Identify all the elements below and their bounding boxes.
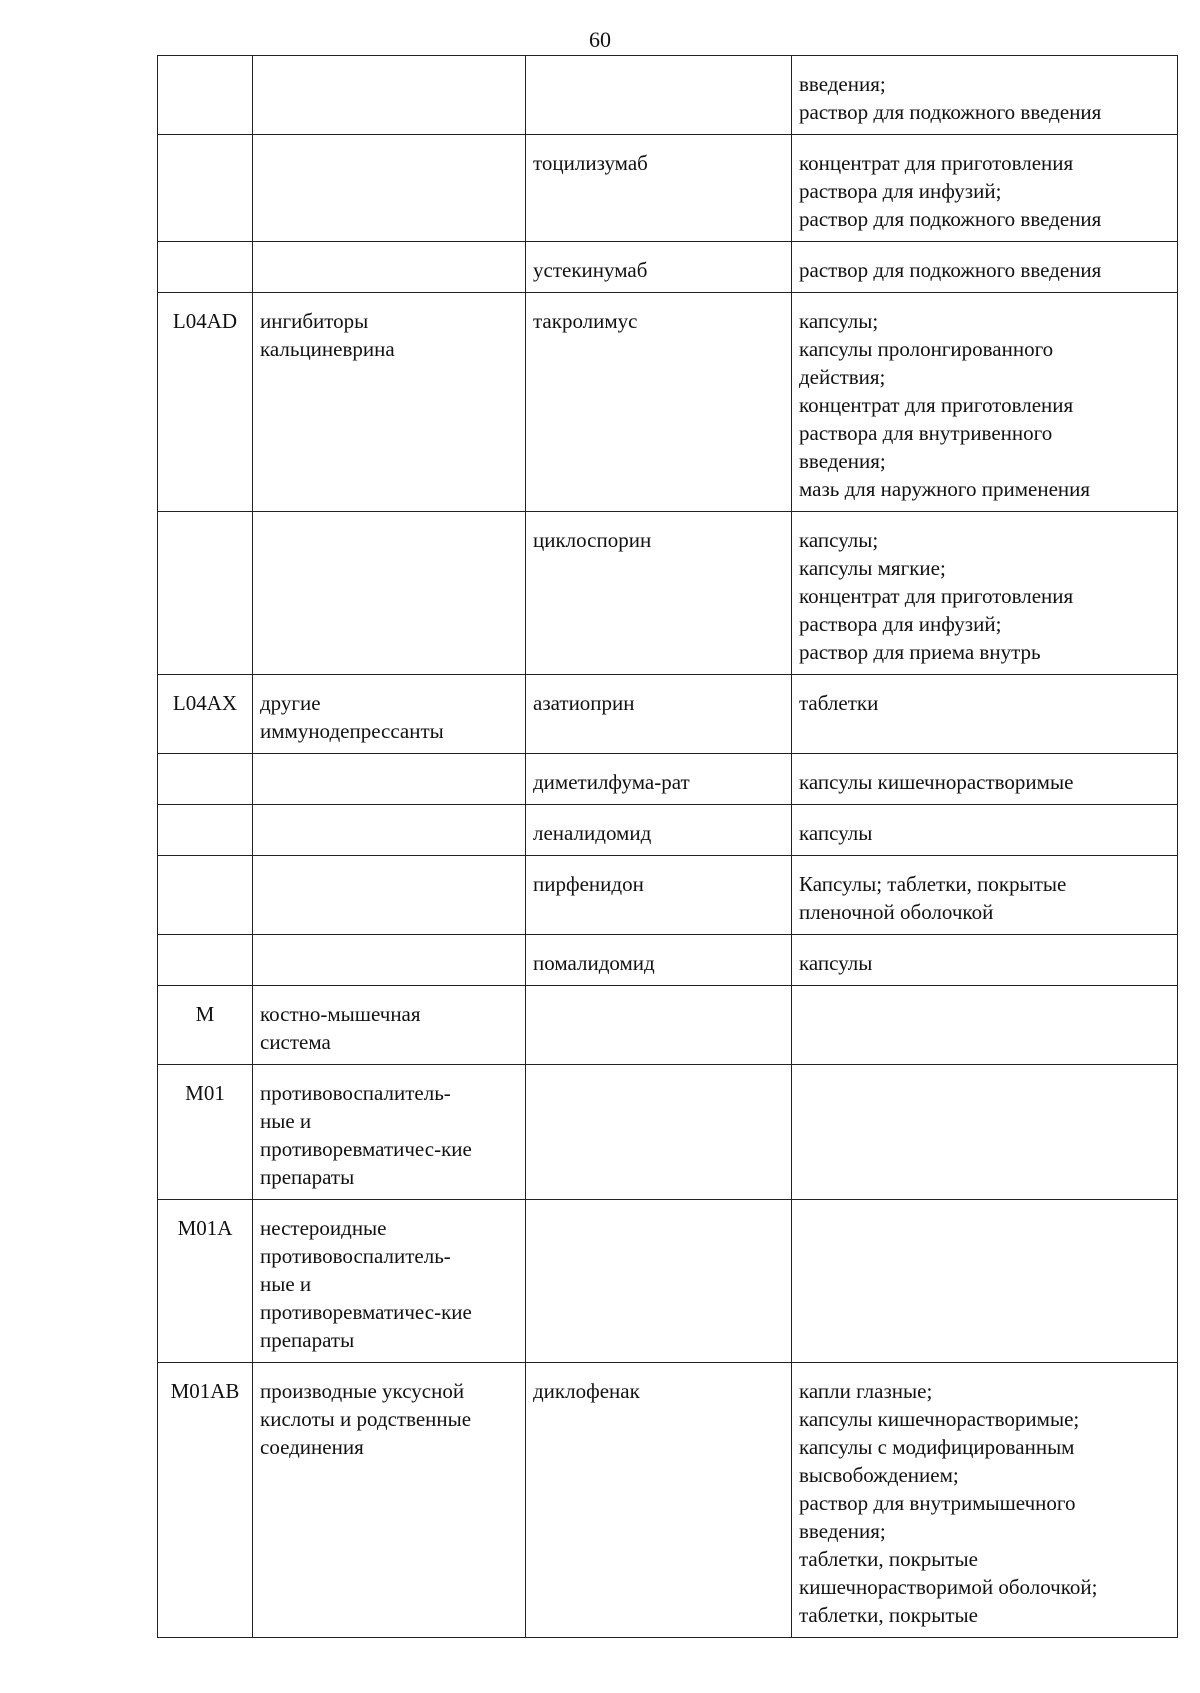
drug-name-cell: пирфенидон	[526, 856, 792, 935]
dosage-form-line: капсулы;	[799, 309, 879, 333]
dosage-forms-cell	[792, 293, 1178, 512]
dosage-form-line: раствора для внутривенного	[799, 421, 1053, 445]
table-row	[158, 754, 1178, 805]
dosage-form-line: введения;	[799, 72, 886, 96]
dosage-form-line: капсулы;	[799, 528, 879, 552]
anatomical-group-cell	[253, 805, 526, 856]
dosage-form-line: капсулы	[799, 951, 873, 975]
group-line: ные и	[260, 1109, 312, 1133]
dosage-form-line: таблетки	[799, 691, 879, 715]
dosage-form-line: раствор для подкожного введения	[799, 258, 1102, 282]
dosage-forms-cell	[792, 512, 1178, 675]
anatomical-group-cell	[253, 986, 526, 1065]
dosage-form-line: действия;	[799, 365, 886, 389]
drug-name-cell: помалидомид	[526, 935, 792, 986]
dosage-forms-cell	[792, 242, 1178, 293]
dosage-forms-cell	[792, 754, 1178, 805]
atc-code-cell	[158, 512, 253, 675]
dosage-form-line: таблетки, покрытые	[799, 1547, 978, 1571]
drug-name-cell: диклофенак	[526, 1363, 792, 1638]
atc-code-cell	[158, 935, 253, 986]
dosage-form-line: раствора для инфузий;	[799, 179, 1002, 203]
dosage-form-line: введения;	[799, 449, 886, 473]
anatomical-group-cell	[253, 1065, 526, 1200]
table-row	[158, 56, 1178, 135]
table-row	[158, 986, 1178, 1065]
dosage-form-line: раствора для инфузий;	[799, 612, 1002, 636]
group-line: нестероидные	[260, 1216, 387, 1240]
drug-name-cell: устекинумаб	[526, 242, 792, 293]
table-row	[158, 935, 1178, 986]
group-line: система	[260, 1030, 331, 1054]
group-line: препараты	[260, 1165, 355, 1189]
dosage-form-line: капсулы с модифицированным	[799, 1435, 1075, 1459]
atc-code-cell	[158, 242, 253, 293]
drug-name-cell: азатиоприн	[526, 675, 792, 754]
group-line: иммунодепрессанты	[260, 719, 444, 743]
dosage-form-line: капсулы кишечнорастворимые	[799, 770, 1074, 794]
dosage-forms-cell	[792, 986, 1178, 1065]
dosage-forms-cell	[792, 805, 1178, 856]
group-line: препараты	[260, 1328, 355, 1352]
group-line: соединения	[260, 1435, 364, 1459]
dosage-form-line: Капсулы; таблетки, покрытые	[799, 872, 1067, 896]
group-line: противовоспалитель-	[260, 1244, 451, 1268]
group-line: костно-мышечная	[260, 1002, 421, 1026]
anatomical-group-cell	[253, 135, 526, 242]
table-row	[158, 1065, 1178, 1200]
anatomical-group-cell	[253, 293, 526, 512]
atc-code-cell	[158, 805, 253, 856]
drug-name-cell: тоцилизумаб	[526, 135, 792, 242]
drug-name-cell	[526, 1065, 792, 1200]
table-row	[158, 1363, 1178, 1638]
table-row	[158, 675, 1178, 754]
drug-name-cell	[526, 56, 792, 135]
table-row	[158, 1200, 1178, 1363]
atc-code-cell: L04AD	[158, 293, 253, 512]
anatomical-group-cell	[253, 1363, 526, 1638]
drug-name-cell: такролимус	[526, 293, 792, 512]
dosage-form-line: капсулы кишечнорастворимые;	[799, 1407, 1080, 1431]
dosage-form-line: капсулы пролонгированного	[799, 337, 1054, 361]
dosage-form-line: концентрат для приготовления	[799, 584, 1074, 608]
anatomical-group-cell	[253, 512, 526, 675]
dosage-form-line: введения;	[799, 1519, 886, 1543]
atc-code-cell	[158, 754, 253, 805]
drug-name-cell: диметилфума-рат	[526, 754, 792, 805]
atc-code-cell: M01A	[158, 1200, 253, 1363]
dosage-form-line: высвобождением;	[799, 1463, 959, 1487]
dosage-form-line: таблетки, покрытые	[799, 1603, 978, 1627]
table-body	[158, 56, 1178, 1638]
dosage-form-line: пленочной оболочкой	[799, 900, 994, 924]
dosage-forms-cell	[792, 56, 1178, 135]
dosage-form-line: мазь для наружного применения	[799, 477, 1091, 501]
dosage-form-line: капсулы	[799, 821, 873, 845]
table-row	[158, 856, 1178, 935]
table-row	[158, 293, 1178, 512]
drug-name-cell	[526, 1200, 792, 1363]
anatomical-group-cell	[253, 242, 526, 293]
dosage-forms-cell	[792, 1200, 1178, 1363]
drug-name-cell: леналидомид	[526, 805, 792, 856]
anatomical-group-cell	[253, 56, 526, 135]
group-line: кислоты и родственные	[260, 1407, 472, 1431]
anatomical-group-cell	[253, 935, 526, 986]
dosage-forms-cell	[792, 135, 1178, 242]
drug-name-cell: циклоспорин	[526, 512, 792, 675]
dosage-form-line: раствор для внутримышечного	[799, 1491, 1076, 1515]
group-line: противоревматичес-кие	[260, 1300, 472, 1324]
anatomical-group-cell	[253, 856, 526, 935]
group-line: ингибиторы	[260, 309, 369, 333]
atc-code-cell: M01AB	[158, 1363, 253, 1638]
dosage-forms-cell	[792, 856, 1178, 935]
dosage-form-line: капсулы мягкие;	[799, 556, 946, 580]
group-line: кальциневрина	[260, 337, 395, 361]
dosage-form-line: кишечнорастворимой оболочкой;	[799, 1575, 1098, 1599]
group-line: другие	[260, 691, 321, 715]
table-row	[158, 805, 1178, 856]
dosage-form-line: раствор для подкожного введения	[799, 207, 1102, 231]
group-line: производные уксусной	[260, 1379, 465, 1403]
dosage-form-line: раствор для подкожного введения	[799, 100, 1102, 124]
atc-code-cell: L04AX	[158, 675, 253, 754]
table-row	[158, 242, 1178, 293]
group-line: противовоспалитель-	[260, 1081, 451, 1105]
anatomical-group-cell	[253, 675, 526, 754]
atc-code-cell: M01	[158, 1065, 253, 1200]
dosage-form-line: концентрат для приготовления	[799, 393, 1074, 417]
dosage-forms-cell	[792, 935, 1178, 986]
dosage-form-line: капли глазные;	[799, 1379, 933, 1403]
atc-code-cell	[158, 135, 253, 242]
dosage-forms-cell	[792, 1363, 1178, 1638]
page-number: 60	[589, 27, 611, 52]
atc-code-cell	[158, 856, 253, 935]
table-row	[158, 512, 1178, 675]
dosage-forms-cell	[792, 1065, 1178, 1200]
group-line: противоревматичес-кие	[260, 1137, 472, 1161]
drug-table	[157, 55, 1178, 1638]
dosage-form-line: концентрат для приготовления	[799, 151, 1074, 175]
atc-code-cell: M	[158, 986, 253, 1065]
table-row	[158, 135, 1178, 242]
anatomical-group-cell	[253, 754, 526, 805]
group-line: ные и	[260, 1272, 312, 1296]
dosage-forms-cell	[792, 675, 1178, 754]
drug-name-cell	[526, 986, 792, 1065]
dosage-form-line: раствор для приема внутрь	[799, 640, 1041, 664]
atc-code-cell	[158, 56, 253, 135]
anatomical-group-cell	[253, 1200, 526, 1363]
